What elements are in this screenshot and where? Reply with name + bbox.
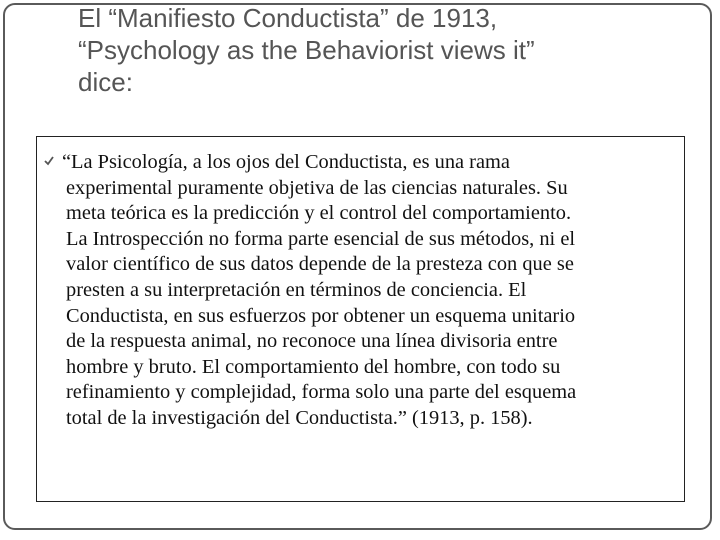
title-line-3: dice: [78, 67, 133, 97]
quote-line: total de la investigación del Conductista.” (1913, p. 158). [66, 406, 533, 429]
quote-line: meta teórica es la predicción y el control del comportamiento. [66, 202, 572, 225]
quote-line [44, 150, 674, 176]
quote-line: hombre y bruto. El comportamiento del hombre, con todo su [66, 355, 561, 378]
quote-line: valor científico de sus datos depende de la presteza con que se [66, 253, 574, 276]
quote-line: La Introspección no forma parte esencial de sus métodos, ni el [66, 227, 576, 250]
quote-line: experimental puramente objetiva de las ciencias naturales. Su [66, 176, 568, 199]
quote-line: presten a su interpretación en términos de conciencia. El [66, 278, 527, 301]
quote-line: de la respuesta animal, no reconoce una línea divisoria entre [66, 330, 558, 353]
check-bullet-icon [44, 156, 54, 166]
quote-line-text: “La Psicología, a los ojos del Conductista, es una rama [62, 151, 510, 173]
slide-title [78, 2, 678, 98]
quote-paragraph [44, 150, 674, 432]
title-line-2: “Psychology as the Behaviorist views it” [78, 35, 535, 65]
title-line-1: El “Manifiesto Conductista” de 1913, [78, 3, 498, 33]
quote-line: Conductista, en sus esfuerzos por obtener un esquema unitario [66, 304, 576, 327]
quote-line: refinamiento y complejidad, forma solo una parte del esquema [66, 381, 577, 404]
